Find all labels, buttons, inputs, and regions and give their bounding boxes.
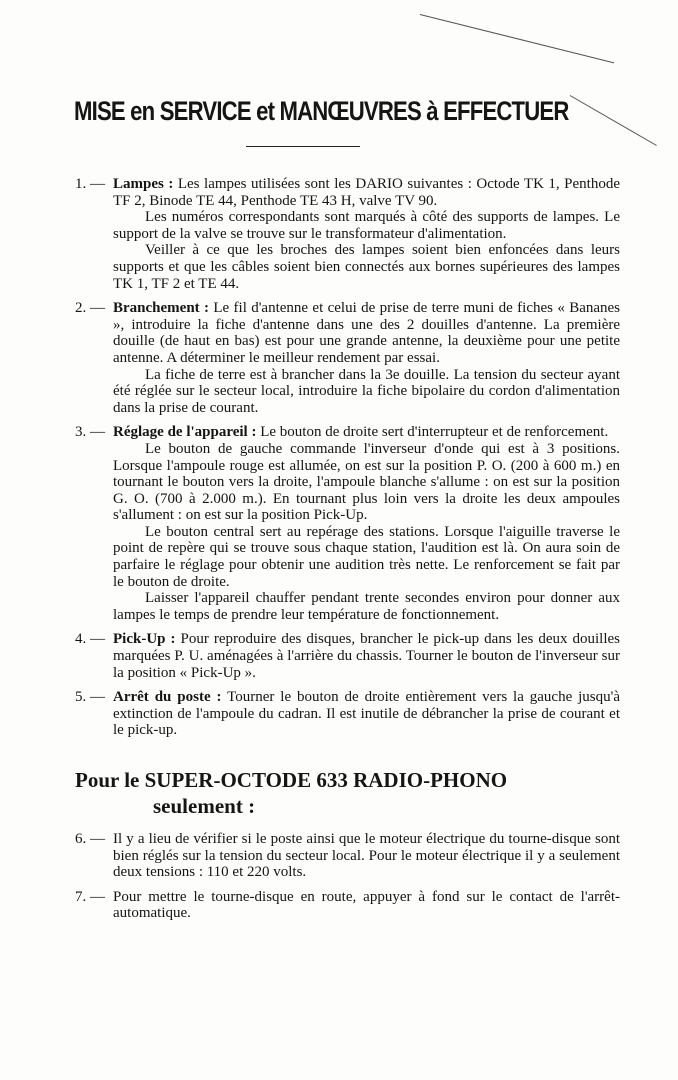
item-text: Pour reproduire des disques, brancher le pick-up dans les deux douilles marquées P. U. aménagées à l'arrière du chassis. Tourner le bouton de l'inverseur sur la position « Pick-Up ». <box>113 631 621 681</box>
item-number: 1. — <box>75 176 105 192</box>
instruction-item <box>75 300 620 416</box>
item-text: Le bouton de gauche commande l'inverseur d'onde qui est à 3 positions. Lorsque l'ampoule rouge est allumée, on est sur la position P. O. (200 à 600 m.) en tournant le bouton vers la droite, l'ampoule blanche s'allume : on est sur la position G. O. (700 à 2.000 m.). En tournant plus loin vers la droite les deux ampoules s'allument : on est sur la position Pick-Up. <box>113 440 620 524</box>
item-paragraph <box>113 209 620 242</box>
item-paragraph <box>113 242 620 292</box>
item-text: Les lampes utilisées sont les DARIO suivantes : Octode TK 1, Penthode TF 2, Binode TE 44, Penthode TE 43 H, valve TV 90. <box>113 176 621 209</box>
item-text: Le bouton central sert au repérage des stations. Lorsque l'aiguille traverse le point de repère qui se trouve sous chaque station, l'audition est là. On aura soin de parfaire le réglage pour obtenir une audition très nette. Le renforcement se fait par le bouton de droite. <box>113 523 620 590</box>
item-body <box>113 889 620 922</box>
item-paragraph <box>113 441 620 524</box>
item-label: Lampes : <box>113 176 174 192</box>
item-paragraph <box>113 424 620 441</box>
instruction-item <box>75 424 620 623</box>
scan-mark <box>570 95 657 146</box>
item-paragraph <box>113 689 620 739</box>
item-body <box>113 831 620 881</box>
section-heading <box>75 767 620 819</box>
item-label: Arrêt du poste : <box>113 689 222 706</box>
item-body <box>113 300 620 416</box>
instruction-item <box>75 176 620 292</box>
item-number: 3. — <box>75 424 105 441</box>
instruction-item <box>75 889 620 922</box>
item-paragraph <box>113 367 620 417</box>
item-number: 7. — <box>75 888 105 905</box>
instruction-item <box>75 831 620 881</box>
item-body <box>113 424 620 623</box>
item-paragraph <box>113 631 620 681</box>
item-number: 6. — <box>75 831 105 847</box>
item-body <box>113 176 620 292</box>
item-text: Tourner le bouton de droite entièrement vers la gauche jusqu'à extinction de l'ampoule du cadran. Il est inutile de débrancher la prise de courant et le pick-up. <box>113 689 620 739</box>
item-text: Veiller à ce que les broches des lampes soient bien enfoncées dans leurs supports et que les câbles soient bien connectés aux bornes supérieures des lampes TK 1, TF 2 et TE 44. <box>113 242 620 292</box>
item-body <box>113 689 620 739</box>
item-text: Le fil d'antenne et celui de prise de terre muni de fiches « Bananes », introduire la fiche d'antenne dans une des 2 douilles d'antenne. La première douille (de haut en bas) est pour une grande antenne, la deuxième pour une petite antenne. A déterminer le meilleur rendement par essai. <box>113 300 621 366</box>
item-text: Pour mettre le tourne-disque en route, appuyer à fond sur le contact de l'arrêt-automatique. <box>113 888 620 922</box>
item-paragraph <box>113 300 620 366</box>
item-number: 4. — <box>75 631 105 648</box>
item-number: 2. — <box>75 300 105 317</box>
section-heading-line2: seulement : <box>153 794 256 818</box>
item-label: Pick-Up : <box>113 631 176 648</box>
item-paragraph <box>113 176 620 209</box>
item-paragraph <box>113 524 620 590</box>
item-paragraph <box>113 831 620 881</box>
page-title: MISE en SERVICE et MANŒUVRES à EFFECTUER <box>74 96 569 126</box>
item-body <box>113 631 620 681</box>
instruction-item <box>75 631 620 681</box>
item-paragraph <box>113 889 620 922</box>
item-text: Laisser l'appareil chauffer pendant trente secondes environ pour donner aux lampes le temps de prendre leur température de fonctionnement. <box>113 590 620 623</box>
instruction-item <box>75 689 620 739</box>
title-divider <box>246 146 360 147</box>
scan-mark <box>420 14 614 63</box>
item-text: La fiche de terre est à brancher dans la 3e douille. La tension du secteur ayant été réglée sur le secteur local, introduire la fiche bipolaire du cordon d'alimentation dans la prise de courant. <box>113 366 620 416</box>
item-number: 5. — <box>75 689 105 706</box>
item-text: Il y a lieu de vérifier si le poste ainsi que le moteur électrique du tourne-disque sont bien réglés sur la tension du secteur local. Pour le moteur électrique il y a seulement deux tensions : 110 et 220 volts. <box>113 831 620 881</box>
instructions-list <box>75 176 620 930</box>
item-label: Branchement : <box>113 300 210 317</box>
item-text: Le bouton de droite sert d'interrupteur et de renforcement. <box>260 424 609 441</box>
item-text: Les numéros correspondants sont marqués à côté des supports de lampes. Le support de la valve se trouve sur le transformateur d'alimentation. <box>113 209 620 242</box>
section-heading-line1: Pour le SUPER-OCTODE 633 RADIO-PHONO <box>75 768 508 792</box>
item-paragraph <box>113 590 620 623</box>
item-label: Réglage de l'appareil : <box>113 424 257 441</box>
